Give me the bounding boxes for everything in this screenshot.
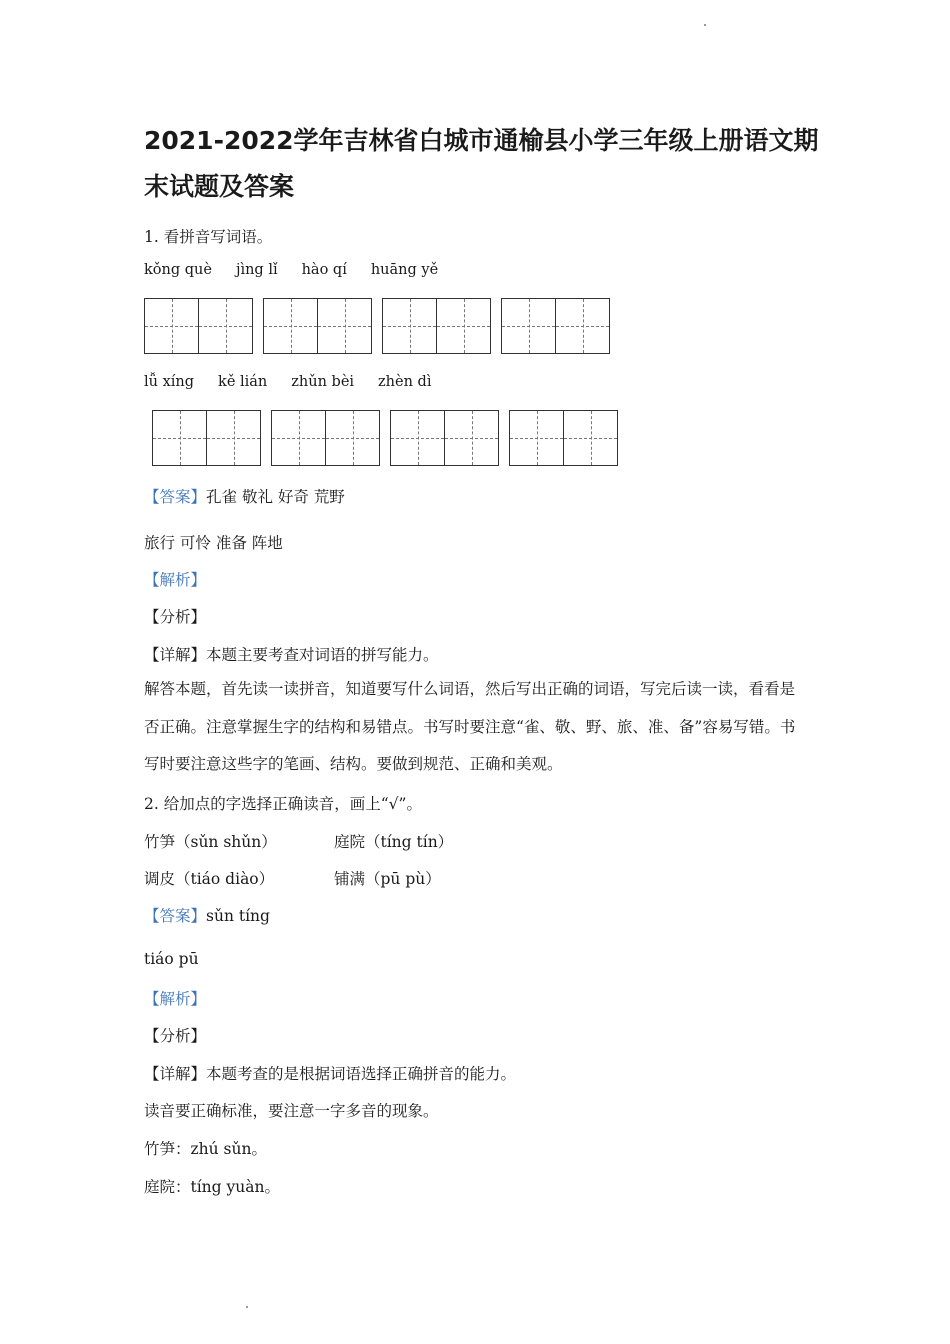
q2-choices-row-1	[144, 830, 453, 852]
writing-grid-row-2	[152, 410, 628, 466]
tianzige-box[interactable]	[263, 298, 372, 354]
q1-fenxi-tag: 【分析】	[144, 608, 207, 626]
q2-answer-line-2: tiáo pū	[144, 950, 199, 968]
tianzige-box[interactable]	[509, 410, 618, 466]
tianzige-box[interactable]	[382, 298, 491, 354]
q2-detail	[144, 1062, 516, 1084]
pinyin-row-2	[144, 374, 455, 390]
pinyin: huāng yě	[370, 262, 439, 278]
answer-text: sǔn tíng	[206, 907, 270, 925]
tianzige-box[interactable]	[144, 298, 253, 354]
pinyin: zhǔn bèi	[291, 374, 355, 390]
pinyin: hào qí	[301, 262, 347, 278]
question-2-prompt: 2. 给加点的字选择正确读音，画上“√”。	[144, 795, 422, 813]
q1-answer-line-2: 旅行 可怜 准备 阵地	[144, 534, 283, 552]
q1-analysis-tag: 【解析】	[144, 571, 207, 589]
tianzige-box[interactable]	[501, 298, 610, 354]
q2-choices-row-2	[144, 867, 441, 889]
choice-item: 庭院（tíng tín）	[334, 833, 454, 851]
pinyin: zhèn dì	[378, 374, 432, 390]
detail-tag: 【详解】	[144, 1065, 207, 1083]
detail-text: 本题考查的是根据词语选择正确拼音的能力。	[206, 1065, 517, 1083]
scan-dot	[704, 24, 706, 26]
q2-item-2: 庭院：tíng yuàn。	[144, 1178, 280, 1196]
pinyin: kǒng què	[144, 262, 212, 278]
q1-detail	[144, 643, 439, 665]
q1-explanation: 解答本题，首先读一读拼音，知道要写什么词语，然后写出正确的词语，写完后读一读，看看是否正确。注意掌握生字的结构和易错点。书写时要注意“雀、敬、野、旅、准、备”容易写错。书写时要注意这些字的笔画、结构。要做到规范、正确和美观。	[144, 680, 796, 773]
tianzige-box[interactable]	[271, 410, 380, 466]
q1-answer	[144, 485, 345, 507]
tianzige-box[interactable]	[152, 410, 261, 466]
q2-analysis-tag: 【解析】	[144, 990, 207, 1008]
question-1-prompt: 1. 看拼音写词语。	[144, 228, 273, 246]
answer-text: 孔雀 敬礼 好奇 荒野	[206, 488, 345, 506]
detail-tag: 【详解】	[144, 646, 207, 664]
writing-grid-row-1	[144, 298, 620, 354]
pinyin: kě lián	[218, 374, 268, 390]
page-title: 2021-2022学年吉林省白城市通榆县小学三年级上册语文期末试题及答案	[144, 126, 819, 201]
tianzige-box[interactable]	[390, 410, 499, 466]
pinyin-row-1	[144, 262, 462, 278]
q2-fenxi-tag: 【分析】	[144, 1027, 207, 1045]
q2-item-1: 竹笋：zhú sǔn。	[144, 1140, 267, 1158]
detail-text: 本题主要考查对词语的拼写能力。	[206, 646, 439, 664]
pinyin: jìng lǐ	[235, 262, 278, 278]
answer-tag: 【答案】	[144, 488, 207, 506]
scan-dot	[246, 1306, 248, 1308]
pinyin: lǚ xíng	[144, 374, 195, 390]
choice-item: 竹笋（sǔn shǔn）	[144, 833, 277, 851]
choice-item: 铺满（pū pù）	[334, 870, 441, 888]
answer-tag: 【答案】	[144, 907, 207, 925]
q2-note: 读音要正确标准，要注意一字多音的现象。	[144, 1102, 439, 1120]
q2-answer	[144, 904, 270, 926]
choice-item: 调皮（tiáo diào）	[144, 870, 275, 888]
